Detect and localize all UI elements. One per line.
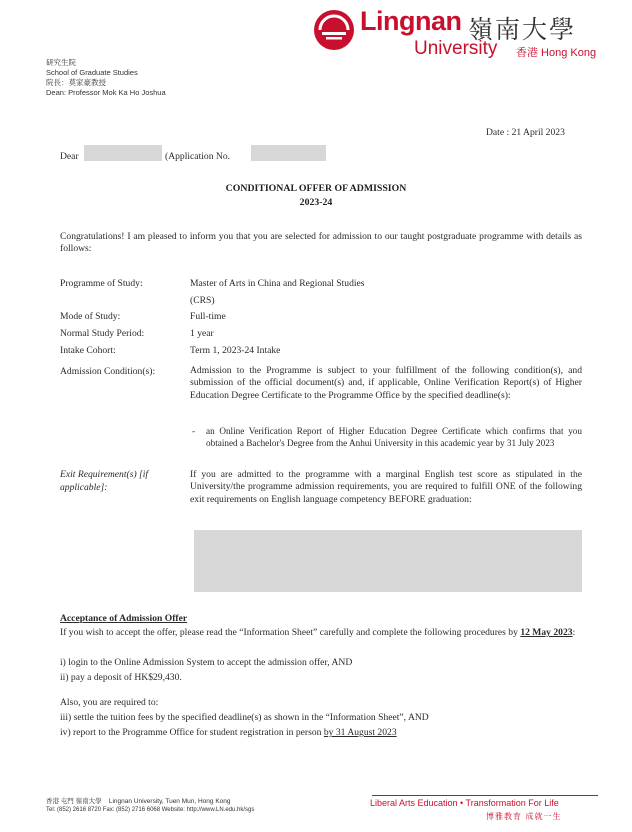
programme-code: (CRS)	[190, 295, 215, 306]
step-registration: iv) report to the Programme Office for student registration in person by 31 August 2023	[60, 727, 397, 738]
logo-lingnan-word: Lingnan	[360, 6, 462, 36]
footer-address-cn: 香港 屯門 嶺南大學	[46, 798, 102, 805]
step-deposit: ii) pay a deposit of HK$29,430.	[60, 672, 182, 683]
exit-label-line2: applicable]:	[60, 482, 108, 493]
footer-address-en: Lingnan University, Tuen Mun, Hong Kong	[108, 798, 231, 805]
registration-deadline: by 31 August 2023	[323, 727, 397, 738]
conditions-label: Admission Condition(s):	[60, 366, 156, 377]
logo-chinese-name: 嶺南大學	[468, 15, 577, 44]
logo-subtitle: 香港 Hong Kong	[516, 47, 597, 59]
dean-name-en: Dean: Professor Mok Ka Ho Joshua	[46, 88, 166, 97]
redacted-name	[84, 145, 162, 161]
school-name-cn: 研究生院	[46, 58, 76, 67]
acceptance-deadline: 12 May 2023	[520, 627, 573, 638]
period-value: 1 year	[190, 328, 214, 339]
programme-value: Master of Arts in China and Regional Studies	[190, 278, 365, 289]
redacted-exit-requirements	[194, 530, 582, 592]
condition-bullet: an Online Verification Report of Higher Education Degree Certificate which confirms that you obtained a Bachelor's Degree from the Anhui University in this academic year by 31 July 2023	[206, 426, 582, 448]
application-no-label: (Application No.	[165, 151, 231, 162]
cohort-label: Intake Cohort:	[60, 345, 116, 356]
salutation: Dear	[60, 151, 79, 162]
also-required: Also, you are required to:	[60, 697, 159, 708]
footer-slogan-cn: 博雅教育 成就一生	[486, 812, 562, 821]
exit-label-line1: Exit Requirement(s) [if	[60, 469, 149, 480]
letter-date: Date : 21 April 2023	[486, 127, 565, 138]
footer-slogan-rule	[372, 795, 598, 796]
footer-address	[46, 797, 286, 815]
school-name-en: School of Graduate Studies	[46, 68, 138, 77]
dean-name-cn: 院長：莫家豪教授	[46, 78, 106, 87]
intro-paragraph: Congratulations! I am pleased to inform you that you are selected for admission to our taught postgraduate programme with details as follows:	[60, 231, 582, 255]
letter-year: 2023-24	[299, 197, 333, 208]
letter-title: CONDITIONAL OFFER OF ADMISSION	[225, 183, 407, 194]
school-block	[46, 58, 166, 98]
logo-university-word: University	[414, 38, 498, 59]
footer-slogan-en: Liberal Arts Education • Transformation For Life	[370, 798, 559, 808]
conditions-text: Admission to the Programme is subject to your fulfillment of the following condition(s), and submission of the official document(s) and, if applicable, Online Verification Report(s) of Higher Education Degree Certificate to the Programme Office by the specified deadline(s):	[190, 365, 582, 401]
mode-label: Mode of Study:	[60, 311, 121, 322]
footer-contacts: Tel: (852) 2616 8720 Fax: (852) 2716 6068 Website: http://www.LN.edu.hk/sgs	[46, 807, 255, 813]
exit-text: If you are admitted to the programme with a marginal English test score as stipulated in the University/the programme admission requirements, you are required to fulfill ONE of the following exit requirements on English language competency BEFORE graduation:	[190, 469, 582, 505]
lingnan-logo-icon	[312, 8, 356, 52]
redacted-application-no	[251, 145, 326, 161]
acceptance-paragraph: If you wish to accept the offer, please read the “Information Sheet” carefully and complete the following procedures by 12 May 2023:	[60, 627, 576, 638]
mode-value: Full-time	[190, 311, 226, 322]
bullet-dash: -	[192, 426, 196, 437]
period-label: Normal Study Period:	[60, 328, 145, 339]
step-login: i) login to the Online Admission System to accept the admission offer, AND	[60, 657, 353, 668]
step-tuition: iii) settle the tuition fees by the specified deadline(s) as shown in the “Information Sheet”, AND	[60, 712, 429, 723]
programme-label: Programme of Study:	[60, 278, 143, 289]
acceptance-heading: Acceptance of Admission Offer	[60, 613, 188, 624]
cohort-value: Term 1, 2023-24 Intake	[190, 345, 281, 356]
